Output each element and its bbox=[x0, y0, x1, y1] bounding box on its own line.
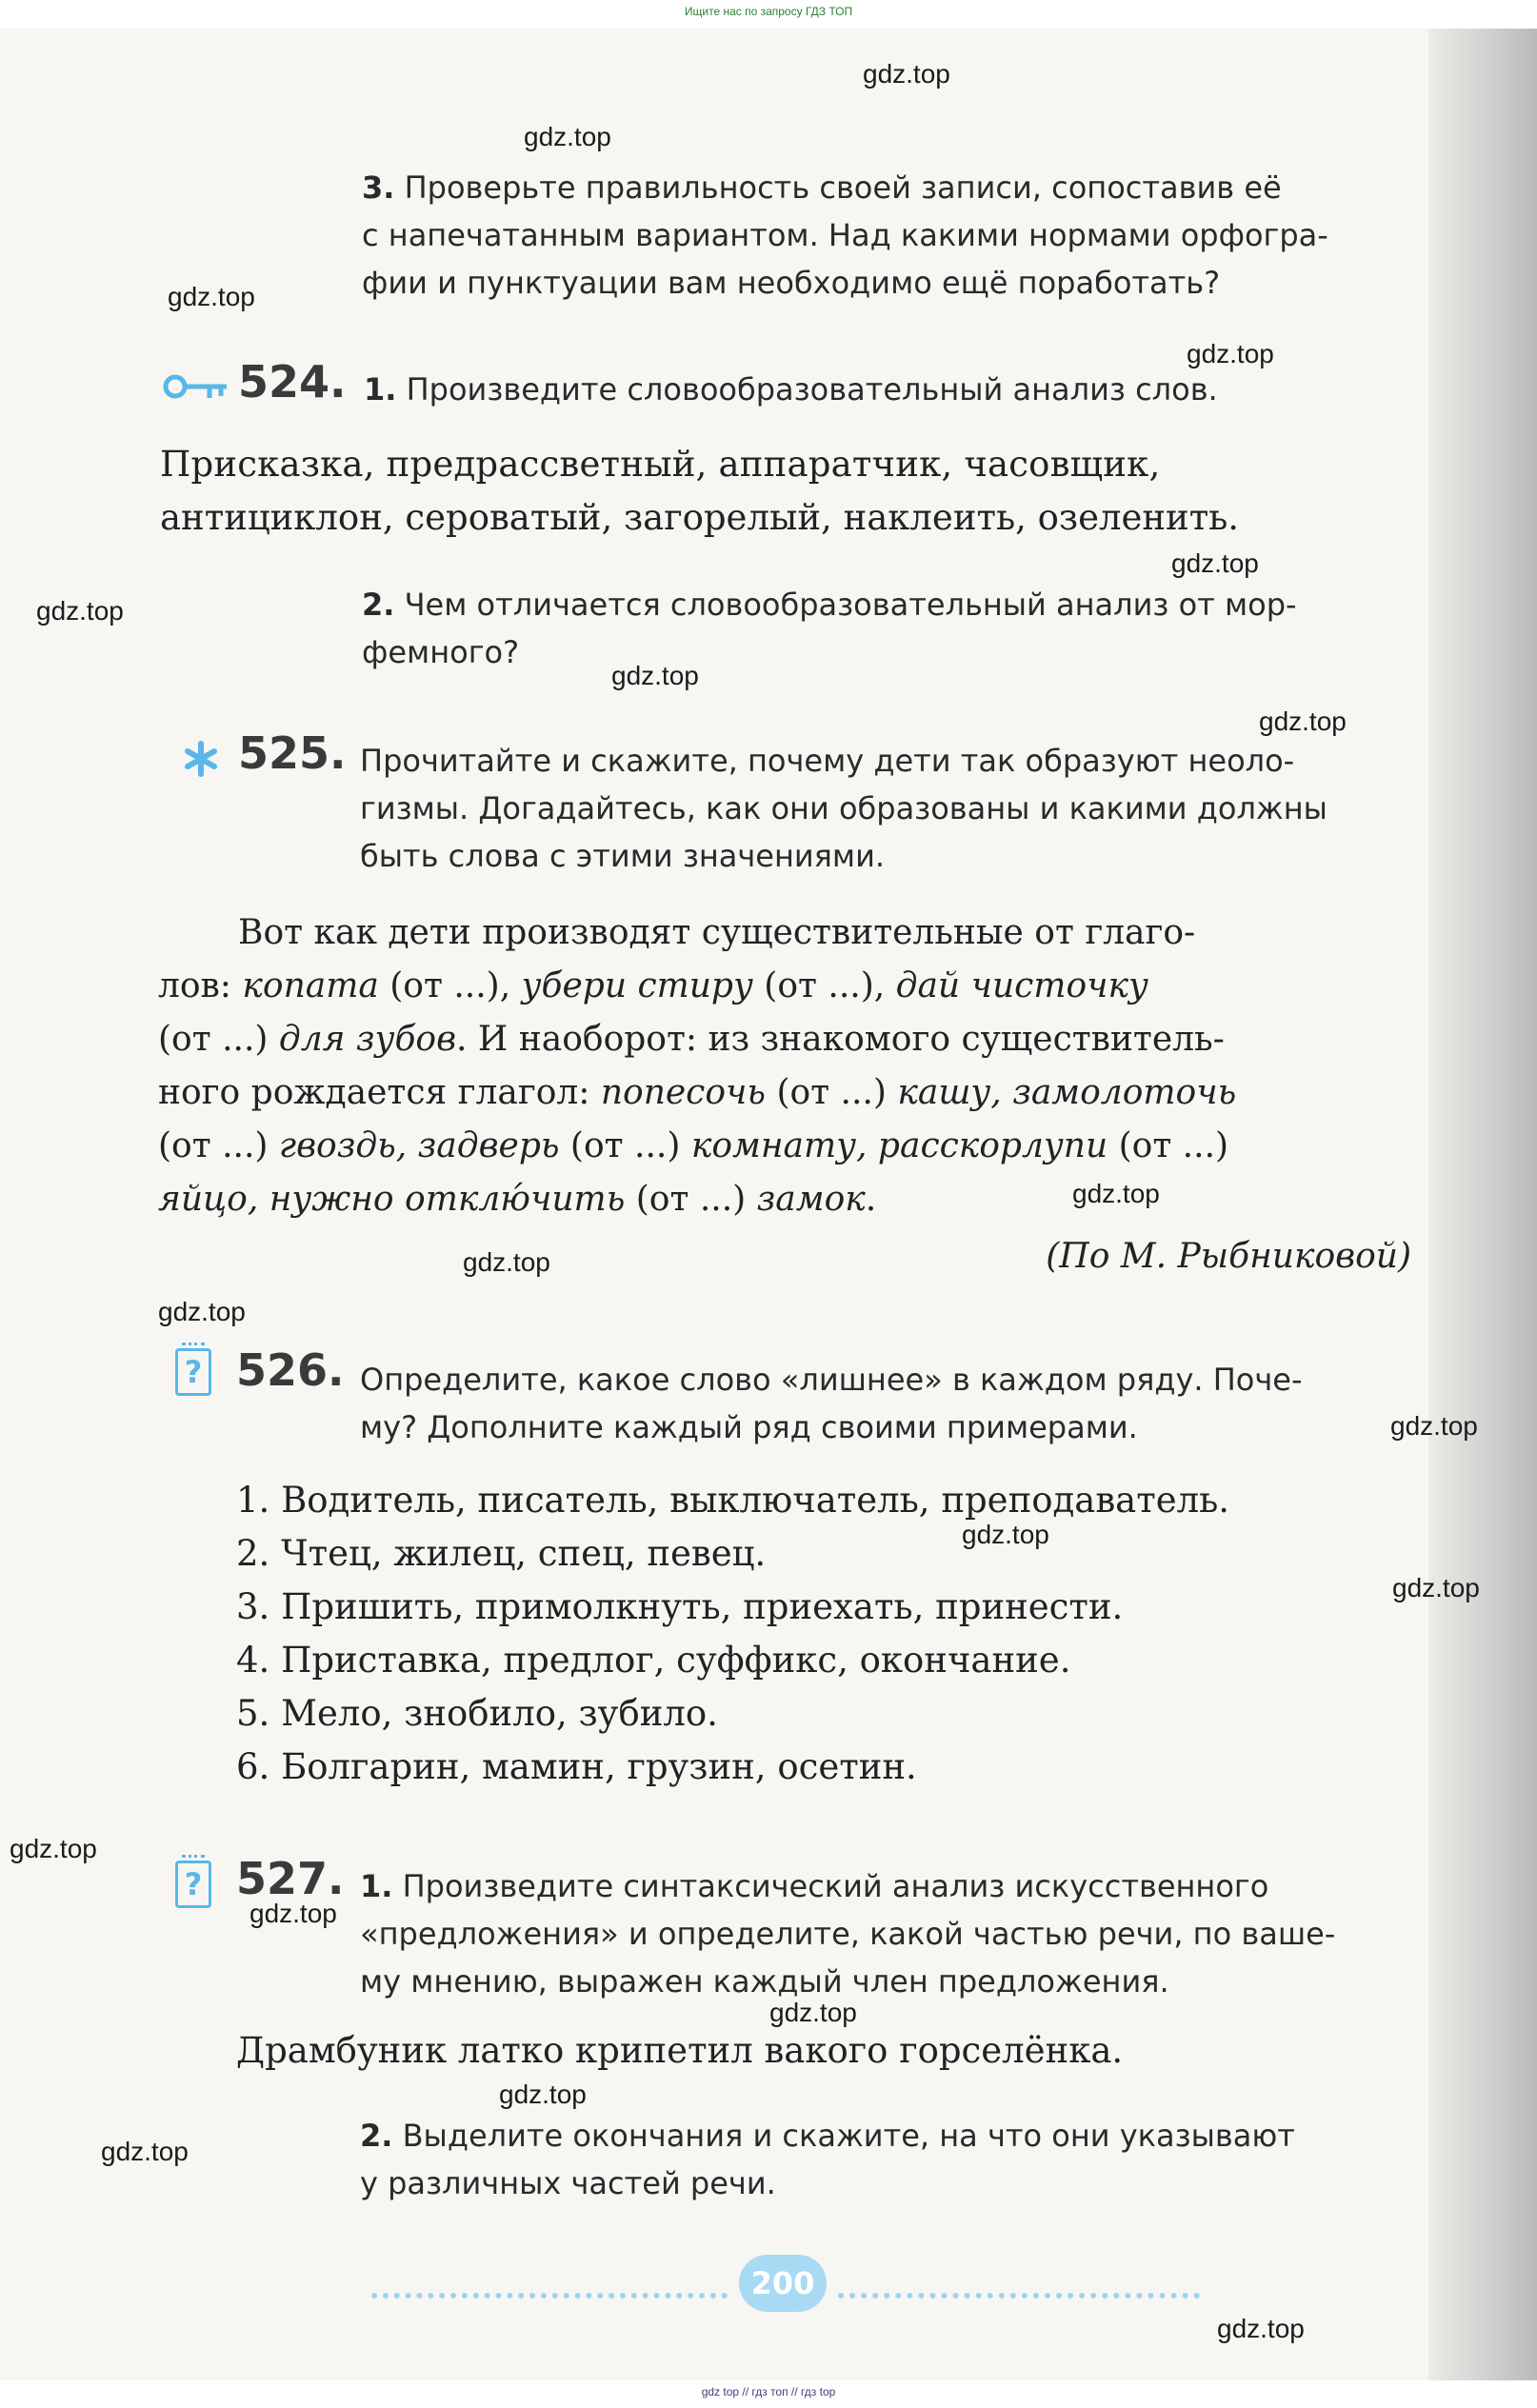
header-note[interactable]: Ищите нас по запросу ГДЗ ТОП bbox=[684, 5, 853, 18]
page-edge-shadow bbox=[1428, 29, 1537, 2380]
watermark: gdz.top bbox=[168, 282, 255, 311]
exercise-number: 527. bbox=[236, 1853, 345, 1904]
exercise-525-text: Вот как дети производят существительные от глаго- лов: копата (от ...), убери стиру (от ...), дай чисточку (от ...) для зубов. И наоборот: из знакомого существитель- ного рождается глагол: попесочь (от ...) кашу, замолоточь (от ...) гвоздь, задверь (от ...) комнату, расскорлупи (от ...) яйцо, нужно отклю́чить (от ...) замок. (По М. Рыбниковой) bbox=[158, 906, 1411, 1284]
exercise-526-task bbox=[360, 1356, 1411, 1451]
task-text: му мнению, выражен каждый член предложения. bbox=[360, 1963, 1169, 2000]
step-number: 1. bbox=[360, 1868, 393, 1904]
task-text: быть слова с этими значениями. bbox=[360, 838, 886, 874]
list-item: 2. Чтец, жилец, спец, певец. bbox=[236, 1533, 767, 1574]
watermark: gdz.top bbox=[1072, 1179, 1160, 1208]
watermark: gdz.top bbox=[101, 2137, 189, 2166]
watermark: gdz.top bbox=[1259, 706, 1347, 736]
text-line: фии и пунктуации вам необходимо ещё поработать? bbox=[362, 265, 1221, 301]
exercise-525-task bbox=[360, 737, 1411, 880]
list-item: 1. Водитель, писатель, выключатель, преподаватель. bbox=[236, 1480, 1230, 1521]
key-icon bbox=[162, 369, 230, 404]
text-line: Проверьте правильность своей записи, сопоставив её bbox=[404, 169, 1282, 206]
watermark: gdz.top bbox=[1187, 339, 1274, 368]
footer-dots-left bbox=[371, 2293, 728, 2299]
watermark: gdz.top bbox=[1171, 548, 1259, 578]
watermark: gdz.top bbox=[962, 1520, 1049, 1549]
task-text: му? Дополните каждый ряд своими примерами. bbox=[360, 1409, 1138, 1445]
page-number: 200 bbox=[739, 2255, 827, 2312]
question-icon: ? bbox=[175, 1861, 211, 1908]
watermark: gdz.top bbox=[863, 59, 950, 89]
artificial-sentence: Драмбуник латко крипетил вакого горселёнка. bbox=[236, 2030, 1124, 2071]
exercise-527-task2 bbox=[360, 2112, 1411, 2207]
task-text: фемного? bbox=[362, 634, 520, 670]
watermark: gdz.top bbox=[463, 1247, 550, 1277]
step-number: 2. bbox=[362, 587, 395, 623]
text-line: с напечатанным вариантом. Над какими нормами орфогра- bbox=[362, 217, 1328, 253]
question-icon: ? bbox=[175, 1348, 211, 1396]
exercise-527-sentence bbox=[236, 2024, 1411, 2078]
step-number: 3. bbox=[362, 169, 395, 206]
task-text: Прочитайте и скажите, почему дети так образуют неоло- bbox=[360, 743, 1295, 779]
watermark: gdz.top bbox=[1392, 1573, 1480, 1602]
exercise-number: 524. bbox=[238, 356, 347, 408]
task-text: Выделите окончания и скажите, на что они указывают bbox=[402, 2118, 1295, 2154]
list-item: 6. Болгарин, мамин, грузин, осетин. bbox=[236, 1746, 917, 1787]
task-text: Чем отличается словообразовательный анализ от мор- bbox=[404, 587, 1297, 623]
watermark: gdz.top bbox=[499, 2080, 587, 2109]
watermark: gdz.top bbox=[36, 596, 124, 626]
watermark: gdz.top bbox=[769, 1998, 857, 2027]
footer-dots-right bbox=[838, 2293, 1200, 2299]
exercise-524-task1 bbox=[364, 366, 1411, 413]
exercise-524-task2 bbox=[362, 581, 1411, 676]
exercise-526-rows bbox=[236, 1474, 1411, 1794]
word-list-line: Присказка, предрассветный, аппаратчик, часовщик, bbox=[160, 444, 1161, 485]
watermark: gdz.top bbox=[1217, 2314, 1305, 2343]
watermark: gdz.top bbox=[158, 1297, 246, 1326]
task-text: «предложения» и определите, какой частью речи, по ваше- bbox=[360, 1916, 1336, 1952]
watermark: gdz.top bbox=[1390, 1411, 1478, 1441]
task-text: Произведите синтаксический анализ искусственного bbox=[402, 1868, 1269, 1904]
author-attribution: (По М. Рыбниковой) bbox=[1046, 1237, 1411, 1276]
watermark: gdz.top bbox=[10, 1834, 97, 1863]
exercise-527-task1 bbox=[360, 1862, 1411, 2005]
exercise-number: 526. bbox=[236, 1344, 345, 1396]
exercise-number: 525. bbox=[238, 727, 347, 779]
watermark: gdz.top bbox=[611, 661, 699, 690]
watermark: gdz.top bbox=[250, 1899, 337, 1928]
step-number: 1. bbox=[364, 371, 397, 408]
footer-note[interactable]: gdz top // гдз топ // гдз top bbox=[701, 2385, 836, 2398]
task-text: гизмы. Догадайтесь, как они образованы и какими должны bbox=[360, 790, 1327, 826]
asterisk-icon bbox=[183, 741, 219, 777]
watermark: gdz.top bbox=[524, 122, 611, 151]
exercise-524-words bbox=[160, 438, 1411, 545]
task-text: у различных частей речи. bbox=[360, 2165, 776, 2201]
word-list-line: антициклон, сероватый, загорелый, наклеить, озеленить. bbox=[160, 497, 1240, 538]
list-item: 5. Мело, знобило, зубило. bbox=[236, 1693, 718, 1734]
list-item: 4. Приставка, предлог, суффикс, окончание. bbox=[236, 1640, 1071, 1681]
exercise-523-task3 bbox=[362, 164, 1411, 307]
task-text: Произведите словообразовательный анализ слов. bbox=[406, 371, 1218, 408]
text-line: Вот как дети производят существительные от глаго- bbox=[238, 913, 1196, 952]
list-item: 3. Пришить, примолкнуть, приехать, принести. bbox=[236, 1586, 1124, 1627]
step-number: 2. bbox=[360, 2118, 393, 2154]
task-text: Определите, какое слово «лишнее» в каждом ряду. Поче- bbox=[360, 1362, 1303, 1398]
